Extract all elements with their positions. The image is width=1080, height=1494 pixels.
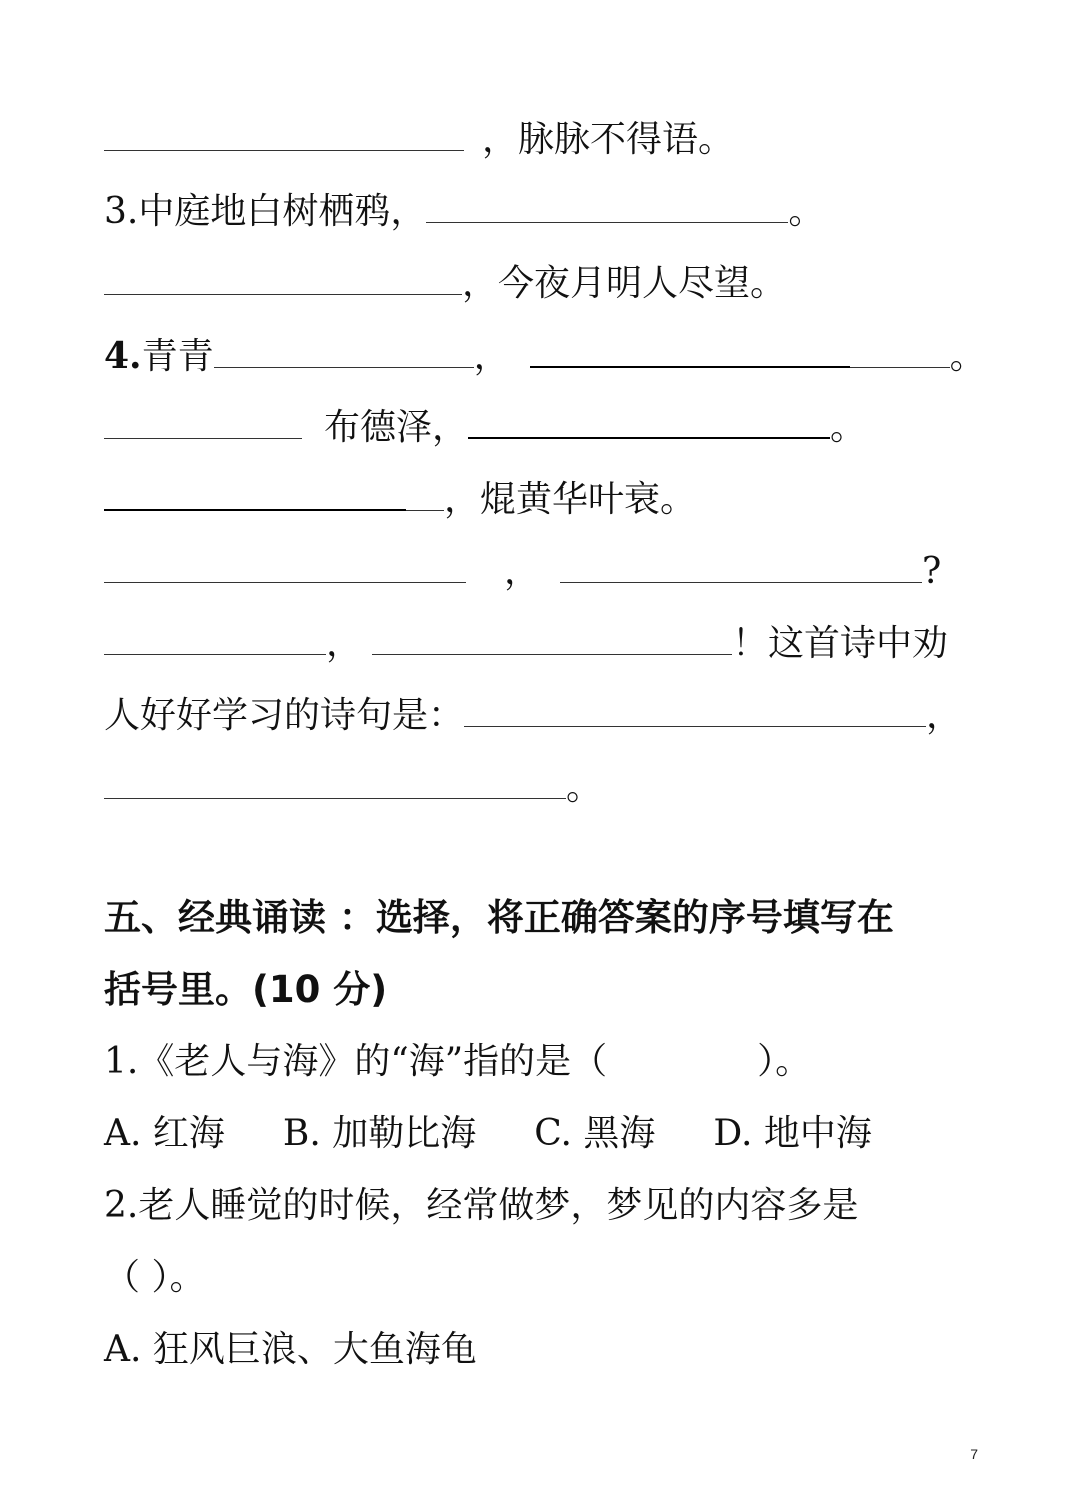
text: 布德泽，: [324, 407, 469, 448]
text: ）。: [757, 1041, 812, 1082]
poem-line-1: [104, 118, 734, 162]
text: 。: [566, 767, 603, 808]
text: ，: [473, 336, 510, 377]
answer-blank[interactable]: [426, 192, 788, 223]
text: ！这首诗中劝: [732, 623, 949, 664]
text: 。: [830, 407, 867, 448]
text: 青青: [141, 336, 214, 377]
text: ，脉脉不得语。: [482, 119, 735, 160]
text: ?: [922, 551, 942, 592]
question-1-stem: [104, 1040, 811, 1084]
text: 3.中庭地白树栖鸦，: [104, 191, 427, 232]
text: 。: [949, 336, 986, 377]
text: ，: [926, 695, 963, 736]
answer-blank[interactable]: [104, 479, 406, 511]
text: ，今夜月明人尽望。: [462, 263, 787, 304]
answer-blank[interactable]: [850, 337, 950, 368]
text: 1.《老人与海》的“海”指的是（: [104, 1041, 608, 1082]
text: 。: [788, 191, 825, 232]
poem-line-9: [104, 694, 962, 738]
option-b: B. 加勒比海: [282, 1113, 477, 1154]
option-d: D. 地中海: [713, 1113, 872, 1154]
answer-blank[interactable]: [104, 768, 566, 799]
poem-line-10: [104, 766, 602, 810]
poem-line-7: [104, 550, 941, 594]
answer-blank[interactable]: [560, 552, 922, 583]
section-5-heading-cont: 括号里。(10 分): [104, 968, 388, 1011]
answer-blank[interactable]: [104, 264, 462, 295]
text: 人好好学习的诗句是：: [104, 695, 465, 736]
option-a: A. 红海: [104, 1113, 225, 1154]
text: ，: [504, 551, 541, 592]
poem-line-6: [104, 478, 696, 522]
answer-blank[interactable]: [530, 336, 850, 368]
answer-blank[interactable]: [104, 408, 302, 439]
question-2-paren: （ ）。: [104, 1257, 206, 1298]
question-1-options: [104, 1112, 872, 1156]
poem-line-2: [104, 190, 824, 234]
question-2-stem: 2.老人睡觉的时候，经常做梦，梦见的内容多是: [104, 1185, 859, 1226]
poem-line-3: [104, 262, 786, 306]
answer-blank[interactable]: [406, 480, 444, 511]
poem-line-5: [104, 406, 866, 450]
answer-blank[interactable]: [468, 407, 830, 439]
option-c: C. 黑海: [534, 1113, 656, 1154]
answer-blank[interactable]: [104, 624, 326, 655]
page-number: 7: [970, 1446, 978, 1462]
answer-blank[interactable]: [214, 337, 474, 368]
text: ，焜黄华叶衰。: [444, 479, 697, 520]
poem-line-4: [104, 334, 986, 379]
answer-blank[interactable]: [104, 120, 464, 151]
question-number: 4.: [104, 335, 142, 377]
answer-blank[interactable]: [104, 552, 466, 583]
question-2-option-a: A. 狂风巨浪、大鱼海龟: [104, 1329, 477, 1370]
section-5-heading: 五、经典诵读 ：选择，将正确答案的序号填写在: [104, 896, 894, 939]
poem-line-8: [104, 622, 948, 666]
answer-blank[interactable]: [372, 624, 732, 655]
answer-blank[interactable]: [464, 696, 926, 727]
text: ，: [326, 623, 363, 664]
